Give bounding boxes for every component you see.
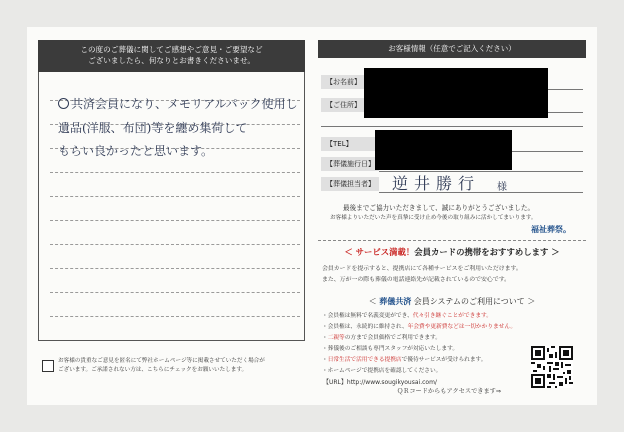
address-label: 【ご住所】: [321, 98, 375, 112]
member-benefit-item: ・二親等の方まで会員価格でご利用できます。: [322, 335, 441, 341]
writing-line: [50, 172, 300, 173]
writing-line: [50, 244, 300, 245]
member-benefit-item: ・会員権は無料で名義変更ができ、代々引き継ぐことができます。: [322, 313, 492, 319]
funeral-date-label: 【葬儀施行日】: [321, 157, 379, 171]
writing-line: [50, 292, 300, 293]
writing-line: [50, 268, 300, 269]
writing-line: [50, 220, 300, 221]
feedback-header-line: ございましたら、何なりとお書きくださいませ。: [88, 56, 255, 65]
promo-text: 会員カードを提示すると、提携店にて各種サービスをご利用いただけます。: [322, 266, 522, 272]
name-label: 【お名前】: [321, 75, 375, 89]
writing-line: [50, 316, 300, 317]
feedback-header-line: この度のご葬儀に関してご感想やご意見・ご要望など: [80, 45, 263, 54]
redacted-name: [364, 68, 548, 94]
member-system-title: ＜ 葬儀共済 会員システムのご利用について ＞: [368, 297, 536, 306]
circle-mark-icon: [58, 98, 69, 109]
customer-info-header: お客様情報（任意でご記入ください）: [318, 40, 586, 58]
address-field-line2[interactable]: [321, 126, 583, 127]
member-benefit-item: ・日常生活で活用できる提携店で優待サービスが受けられます。: [322, 357, 487, 363]
feedback-area: [38, 72, 305, 341]
tel-label: 【TEL】: [321, 137, 375, 151]
promo-title: ＜ サービス満載！会員カードの携帯をおすすめします ＞: [344, 247, 560, 257]
thanks-message: 最後までご協力いただきまして、誠にありがとうございました。: [343, 204, 535, 212]
handwritten-comment-line: もらい良かったと思います。: [58, 144, 214, 158]
website-url[interactable]: 【URL】http://www.sougikyousai.com/: [323, 379, 437, 386]
consent-text: お客様の貴重なご意見を匿名にて弊社ホームページ等に掲載させていただく場合が ございます。ご承諾されない方は、こちらにチェックをお願いいたします。: [58, 358, 265, 373]
thanks-subtext: お客様よりいただいた声を真摯に受け止め今後の取り組みに活かしてまいります。: [330, 215, 537, 221]
redacted-tel-date: [375, 130, 512, 170]
member-benefit-item: ・会員権は、永続的に維持され、年会費や更新費などは一切かかりません。: [322, 324, 517, 330]
feedback-header: [38, 40, 305, 72]
consent-checkbox[interactable]: [42, 360, 54, 372]
staff-name-handwritten: 逆井勝行: [392, 174, 481, 193]
staff-honorific: 様: [497, 182, 507, 193]
redacted-address: [364, 92, 548, 118]
company-logo: 福祉葬祭。: [531, 224, 571, 234]
staff-label: 【葬儀担当者】: [321, 177, 379, 191]
writing-line: [50, 196, 300, 197]
qr-note: ＱＲコードからもアクセスできます⇒: [397, 388, 501, 395]
member-benefit-item: ・ホームページで提携店を確認してください。: [322, 368, 442, 374]
promo-divider: [318, 240, 586, 241]
handwritten-comment-line: 遺品(洋服、布団)等を纏め集荷して: [58, 121, 248, 135]
promo-text: また、万が一の際も葬儀の電話連絡先が記載されているので安心です。: [322, 277, 511, 283]
member-benefit-item: ・葬儀後のご相談も専門スタッフが対応いたします。: [322, 346, 459, 352]
handwritten-comment-line: 共済会員になり、メモリアルパック使用し: [58, 95, 298, 112]
qr-code-icon[interactable]: [531, 346, 573, 388]
